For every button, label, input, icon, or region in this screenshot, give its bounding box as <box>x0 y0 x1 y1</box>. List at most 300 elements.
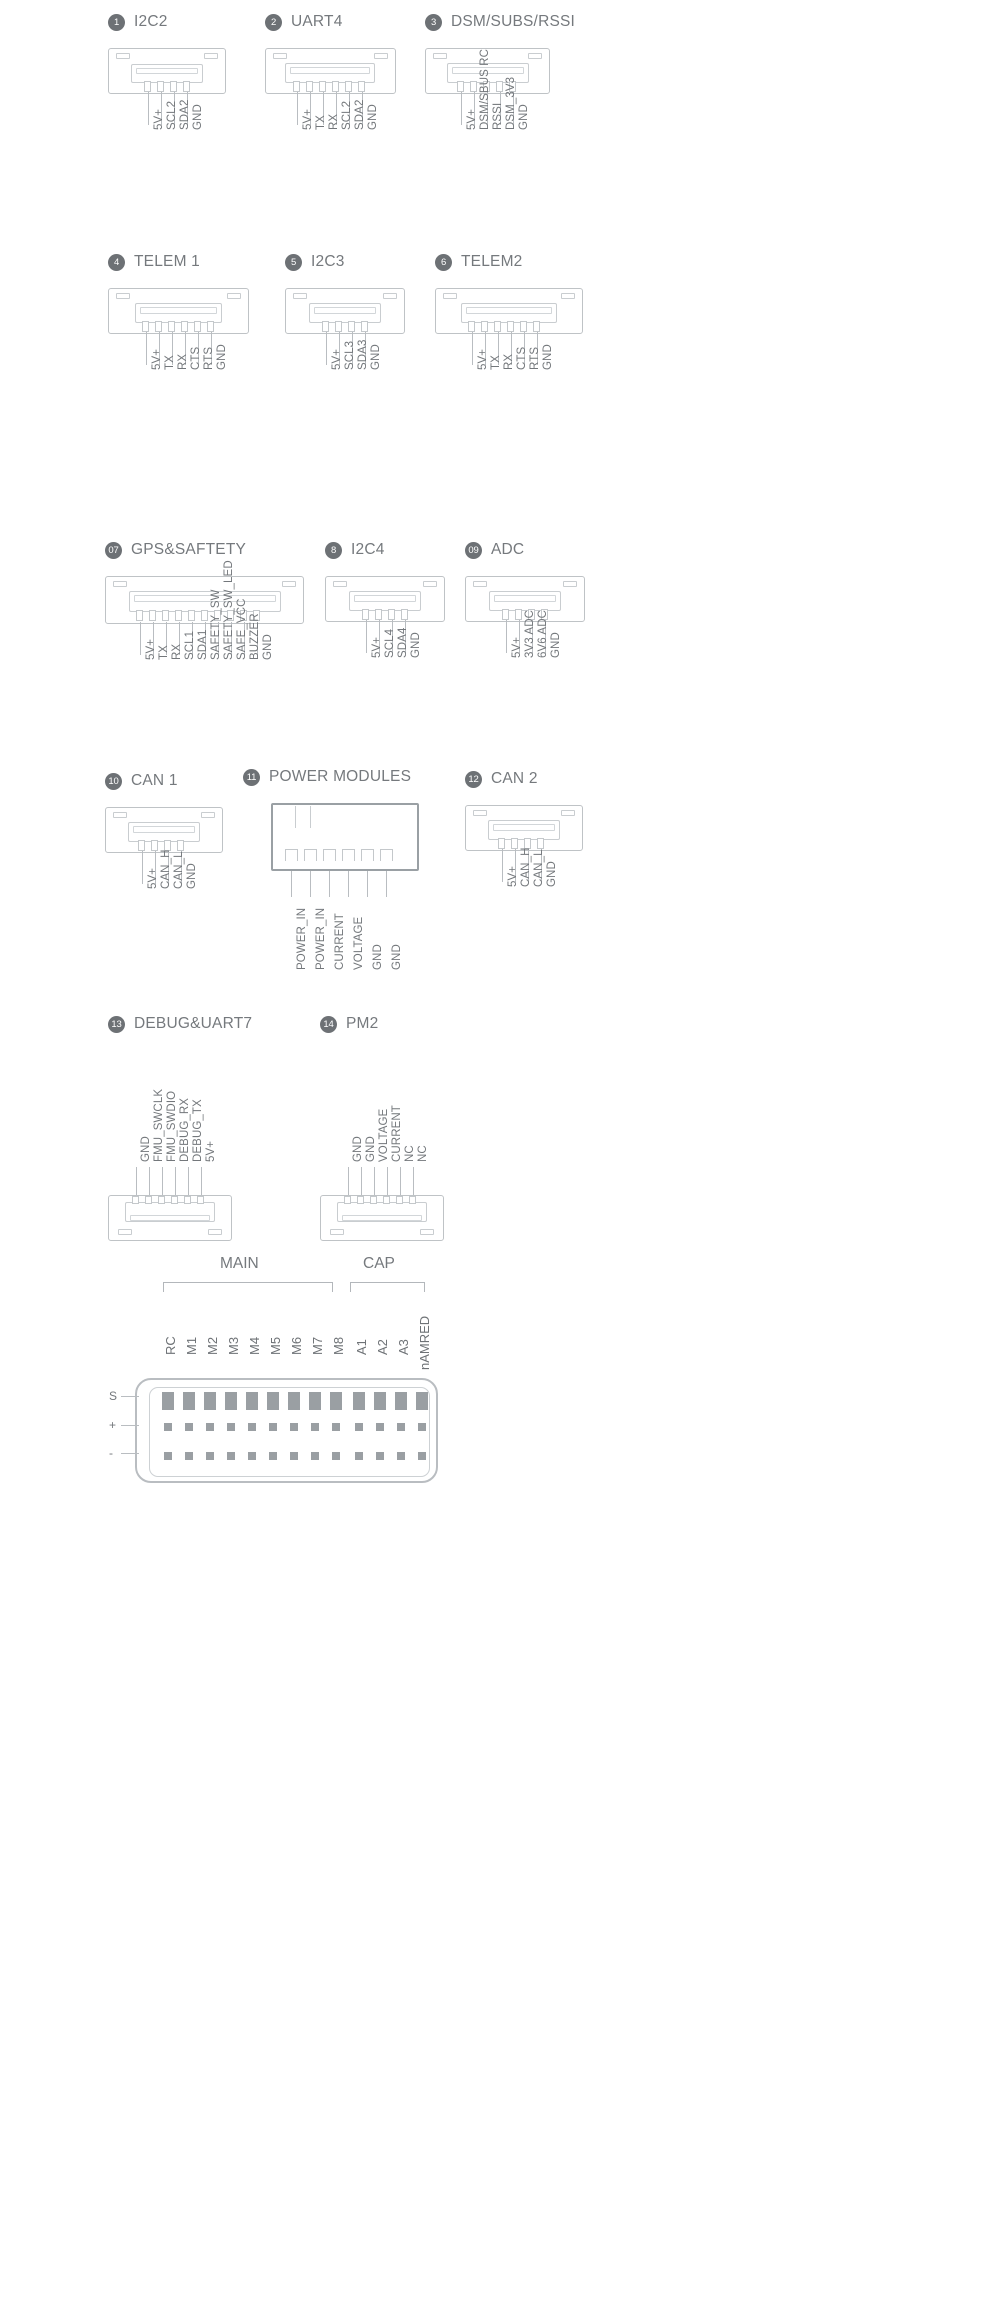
pin-label: GND <box>370 344 382 370</box>
pad-minus <box>418 1452 426 1460</box>
pad-plus <box>418 1423 426 1431</box>
pin-label: GND <box>546 861 558 887</box>
pin-label: 5V+ <box>511 636 523 658</box>
pad-plus <box>311 1423 319 1431</box>
pin-label: FMU_SWDIO <box>166 1090 178 1162</box>
connector-inner-frame-2 <box>314 307 376 314</box>
pin <box>158 1196 165 1204</box>
pad-s <box>288 1392 300 1410</box>
connector-title: CAN 1 <box>131 772 178 789</box>
connector-inner-frame-2 <box>493 824 555 831</box>
cap-bracket <box>350 1282 425 1283</box>
pin-label: DEBUG_RX <box>179 1097 191 1162</box>
connector-i2c4 <box>325 541 450 658</box>
header-pin-label: M4 <box>247 1336 262 1355</box>
pin-label: SAFETY_SW_LED <box>223 560 235 660</box>
pin <box>322 321 329 332</box>
connector-lug-right <box>204 53 218 59</box>
connector-lug-left <box>293 293 307 299</box>
row-label-s: S <box>109 1389 118 1403</box>
pin-label: CAN_H <box>160 849 172 889</box>
pin-label: GND <box>262 634 274 660</box>
pin <box>361 849 374 861</box>
connector-title: I2C4 <box>351 541 385 558</box>
pin <box>157 81 164 92</box>
pin-label: 5V+ <box>477 348 489 370</box>
pin <box>304 849 317 861</box>
pin <box>194 321 201 332</box>
header-pin-label-namred: nAMRED <box>417 1315 432 1370</box>
pin <box>207 321 214 332</box>
connector-pin-row <box>293 81 365 92</box>
pin-label: 5V+ <box>153 108 165 130</box>
pad-minus <box>332 1452 340 1460</box>
connector-inner-frame-2 <box>290 67 370 74</box>
connector-lug-left <box>333 581 347 587</box>
pin-label: GND <box>365 1136 377 1162</box>
pin-label: 5V+ <box>145 638 157 660</box>
connector-number-badge: 11 <box>243 769 260 786</box>
pad-minus <box>355 1452 363 1460</box>
connector-header <box>105 541 310 559</box>
pin <box>481 321 488 332</box>
connector-number-badge: 1 <box>108 14 125 31</box>
main-bracket <box>163 1282 333 1283</box>
header-pin-label: M3 <box>226 1336 241 1355</box>
pin-label: GND <box>216 344 228 370</box>
header-pin-label: M1 <box>184 1336 199 1355</box>
connector-drawing <box>105 560 310 660</box>
connector-dsm-sbus-rssi <box>425 13 576 130</box>
pin-label: SCL3 <box>344 340 356 370</box>
header-pin-label: M6 <box>289 1336 304 1355</box>
pad-minus <box>185 1452 193 1460</box>
pin-label: SDA2 <box>179 99 191 130</box>
pin-label: RX <box>177 353 189 370</box>
connector-drawing <box>325 576 450 658</box>
connector-drawing <box>108 48 228 130</box>
pad-plus <box>376 1423 384 1431</box>
connector-number-badge: 14 <box>320 1016 337 1033</box>
connector-header <box>425 13 575 31</box>
connector-pin-row <box>322 321 368 332</box>
pin <box>177 840 184 851</box>
pin-label: 5V+ <box>151 348 163 370</box>
pin-label: 5V+ <box>371 636 383 658</box>
pin-label: CURRENT <box>391 1105 403 1162</box>
connector-telem2 <box>435 253 587 370</box>
connector-header <box>465 770 587 788</box>
connector-lug-left <box>473 810 487 816</box>
pad-plus <box>164 1423 172 1431</box>
pin <box>380 849 393 861</box>
connector-header <box>285 253 410 271</box>
connector-lug-left <box>273 53 287 59</box>
connector-number-badge: 12 <box>465 771 482 788</box>
pin-label: GND <box>352 1136 364 1162</box>
pin-label: SCL2 <box>166 100 178 130</box>
pin-label: SDA3 <box>357 339 369 370</box>
pin <box>145 1196 152 1204</box>
connector-lug-left <box>118 1229 132 1235</box>
pad-plus <box>206 1423 214 1431</box>
pin-label: DEBUG_TX <box>192 1099 204 1162</box>
connector-title: DEBUG&UART7 <box>134 1015 253 1032</box>
pad-s <box>162 1392 174 1410</box>
connector-inner-frame-2 <box>130 1215 210 1221</box>
header-pin-label: M2 <box>205 1336 220 1355</box>
pin <box>342 849 355 861</box>
connector-pin-row <box>344 1196 416 1204</box>
pad-s <box>330 1392 342 1410</box>
pin-label: RX <box>328 113 340 130</box>
pin <box>401 609 408 620</box>
pin-label: DSM/SBUS RC <box>479 49 491 130</box>
pin <box>201 610 208 621</box>
pin-label: 5V+ <box>147 867 159 889</box>
connector-lug-left <box>116 293 130 299</box>
pin-label: GND <box>391 944 403 970</box>
connector-lug-right <box>420 1229 434 1235</box>
pin-label: RTS <box>529 346 541 370</box>
connector-telem1 <box>108 253 253 370</box>
pin-label: TX <box>490 355 502 370</box>
pin-label: SCL1 <box>184 630 196 660</box>
connector-number-badge: 4 <box>108 254 125 271</box>
pin-label: 6V6 ADC <box>537 609 549 658</box>
connector-lug-left <box>116 53 130 59</box>
pad-plus <box>332 1423 340 1431</box>
pad-plus <box>185 1423 193 1431</box>
pad-s <box>204 1392 216 1410</box>
connector-drawing <box>108 288 253 370</box>
pin <box>502 609 509 620</box>
connector-inner-frame-2 <box>342 1215 422 1221</box>
pad-s <box>246 1392 258 1410</box>
pad-s <box>353 1392 365 1410</box>
pin <box>319 81 326 92</box>
pin-label: RX <box>503 353 515 370</box>
connector-header <box>243 768 423 786</box>
pin-label: FMU_SWCLK <box>153 1088 165 1162</box>
pin-label: CTS <box>516 346 528 370</box>
pin-label: CURRENT <box>334 913 346 970</box>
connector-title: CAN 2 <box>491 770 538 787</box>
connector-lug-right <box>201 812 215 818</box>
connector-lug-right <box>208 1229 222 1235</box>
connector-title: PM2 <box>346 1015 379 1032</box>
connector-pin-row <box>468 321 540 332</box>
pad-s <box>267 1392 279 1410</box>
connector-number-badge: 8 <box>325 542 342 559</box>
pin <box>383 1196 390 1204</box>
connector-can2 <box>465 770 587 887</box>
connector-pin-row <box>142 321 214 332</box>
pin-label: NC <box>404 1145 416 1162</box>
pin-label: SAFE_VCC <box>236 598 248 660</box>
pin <box>470 81 477 92</box>
header-pin-label: M5 <box>268 1336 283 1355</box>
header-pin-label: A3 <box>396 1339 411 1355</box>
pin <box>468 321 475 332</box>
pin-label: GND <box>192 104 204 130</box>
connector-power-modules <box>243 768 423 970</box>
cap-bracket-label: CAP <box>363 1255 395 1272</box>
pin <box>162 610 169 621</box>
pad-plus <box>248 1423 256 1431</box>
pin <box>498 838 505 849</box>
pin-label: VOLTAGE <box>378 1108 390 1162</box>
pin-label: POWER_IN <box>315 907 327 970</box>
pin <box>388 609 395 620</box>
connector-header <box>108 253 253 271</box>
pad-minus <box>206 1452 214 1460</box>
connector-drawing <box>425 48 555 130</box>
connector-inner-frame-2 <box>134 595 276 602</box>
pin-label: 5V+ <box>507 865 519 887</box>
pin <box>175 610 182 621</box>
connector-title: I2C3 <box>311 253 345 270</box>
pin <box>323 849 336 861</box>
pin <box>533 321 540 332</box>
connector-gps-safety <box>105 541 310 660</box>
pad-plus <box>227 1423 235 1431</box>
pin-label: RSSI <box>492 102 504 130</box>
pin <box>188 610 195 621</box>
connector-lug-right <box>227 293 241 299</box>
connector-lug-left <box>330 1229 344 1235</box>
pin <box>494 321 501 332</box>
pin-label: NC <box>417 1145 429 1162</box>
connector-header <box>265 13 401 31</box>
pin <box>285 849 298 861</box>
pin-label: 5V+ <box>466 108 478 130</box>
pad-plus <box>290 1423 298 1431</box>
pad-plus <box>397 1423 405 1431</box>
connector-lug-right <box>561 810 575 816</box>
connector-lug-right <box>423 581 437 587</box>
connector-drawing <box>320 1047 450 1247</box>
connector-lug-right <box>563 581 577 587</box>
pin-label: GND <box>550 632 562 658</box>
pin-label: GND <box>367 104 379 130</box>
pin <box>361 321 368 332</box>
pin-label: 5V+ <box>205 1140 217 1162</box>
connector-can1 <box>105 772 227 889</box>
pin-label: POWER_IN <box>296 907 308 970</box>
connector-number-badge: 07 <box>105 542 122 559</box>
pad-s <box>183 1392 195 1410</box>
connector-lug-left <box>443 293 457 299</box>
leader-line-plus <box>121 1425 139 1426</box>
pin-label: GND <box>140 1136 152 1162</box>
connector-pin-row <box>132 1196 204 1204</box>
pin-label: 5V+ <box>331 348 343 370</box>
connector-title: POWER MODULES <box>269 768 412 785</box>
connector-number-badge: 13 <box>108 1016 125 1033</box>
connector-header <box>435 253 587 271</box>
pad-s <box>395 1392 407 1410</box>
main-bracket-label: MAIN <box>220 1255 259 1272</box>
connector-number-badge: 09 <box>465 542 482 559</box>
pin-label: RX <box>171 643 183 660</box>
pin-label: SAFETY_SW <box>210 589 222 660</box>
pin <box>132 1196 139 1204</box>
pad-minus <box>227 1452 235 1460</box>
pin <box>332 81 339 92</box>
power-module-keyway <box>295 806 311 828</box>
connector-lug-right <box>383 293 397 299</box>
pin <box>149 610 156 621</box>
pin <box>151 840 158 851</box>
pin <box>507 321 514 332</box>
header-connector-body <box>135 1378 438 1483</box>
connector-inner-frame-2 <box>354 595 416 602</box>
pin-label: 5V+ <box>302 108 314 130</box>
connector-header <box>325 541 450 559</box>
connector-lug-left <box>113 581 127 587</box>
pin <box>357 1196 364 1204</box>
connector-drawing <box>435 288 587 370</box>
pin-label: BUZZER <box>249 613 261 660</box>
pad-plus <box>355 1423 363 1431</box>
power-module-pin-row <box>285 849 393 861</box>
pin <box>306 81 313 92</box>
connector-drawing <box>465 805 587 887</box>
pin <box>293 81 300 92</box>
row-label-minus: - <box>109 1446 113 1460</box>
connector-header <box>465 541 590 559</box>
connector-drawing <box>108 1047 238 1247</box>
header-pin-label: A1 <box>354 1339 369 1355</box>
pin-label: GND <box>372 944 384 970</box>
pin <box>171 1196 178 1204</box>
pad-minus <box>290 1452 298 1460</box>
pin <box>457 81 464 92</box>
connector-title: I2C2 <box>134 13 168 30</box>
leader-line-minus <box>121 1453 139 1454</box>
connector-number-badge: 3 <box>425 14 442 31</box>
pin-label: DSM_3V3 <box>505 76 517 130</box>
pin-label: CTS <box>190 346 202 370</box>
pin <box>183 81 190 92</box>
connector-pin-row <box>144 81 190 92</box>
connector-i2c2 <box>108 13 228 130</box>
pin <box>396 1196 403 1204</box>
pin <box>344 1196 351 1204</box>
pin <box>520 321 527 332</box>
connector-title: DSM/SUBS/RSSI <box>451 13 576 30</box>
pin-label: GND <box>542 344 554 370</box>
connector-inner-frame-2 <box>466 307 552 314</box>
pin <box>348 321 355 332</box>
pad-s <box>309 1392 321 1410</box>
pin-label: GND <box>410 632 422 658</box>
header-pin-label: M7 <box>310 1336 325 1355</box>
connector-number-badge: 5 <box>285 254 302 271</box>
pin-label: TX <box>158 645 170 660</box>
connector-lug-left <box>473 581 487 587</box>
connector-debug-uart7 <box>108 1015 252 1247</box>
connector-drawing <box>465 576 590 658</box>
pad-minus <box>164 1452 172 1460</box>
pin <box>181 321 188 332</box>
connector-drawing <box>105 807 227 889</box>
connector-title: UART4 <box>291 13 343 30</box>
pin-label: CAN_L <box>533 849 545 887</box>
pin-label: SCL4 <box>384 628 396 658</box>
connector-adc <box>465 541 590 658</box>
pin-label: CAN_H <box>520 847 532 887</box>
pin <box>511 838 518 849</box>
pad-plus <box>269 1423 277 1431</box>
pad-s <box>225 1392 237 1410</box>
pin <box>168 321 175 332</box>
pin <box>358 81 365 92</box>
pin <box>496 81 503 92</box>
connector-title: ADC <box>491 541 525 558</box>
pin <box>170 81 177 92</box>
pin-label: SDA1 <box>197 629 209 660</box>
header-pin-label: A2 <box>375 1339 390 1355</box>
connector-lug-left <box>113 812 127 818</box>
pad-minus <box>311 1452 319 1460</box>
header-pin-label: M8 <box>331 1336 346 1355</box>
connector-lug-right <box>374 53 388 59</box>
pin-label: TX <box>164 355 176 370</box>
connector-header <box>108 13 228 31</box>
connector-number-badge: 6 <box>435 254 452 271</box>
connector-inner-frame-2 <box>133 826 195 833</box>
pin <box>375 609 382 620</box>
connector-pm2 <box>320 1015 450 1247</box>
pin <box>345 81 352 92</box>
pin <box>335 321 342 332</box>
pin-label: VOLTAGE <box>353 916 365 970</box>
connector-drawing <box>285 288 410 370</box>
pin-label: GND <box>186 863 198 889</box>
connector-lug-right <box>528 53 542 59</box>
pin <box>184 1196 191 1204</box>
connector-drawing <box>243 803 423 970</box>
pad-s <box>416 1392 428 1410</box>
connector-title: TELEM2 <box>461 253 523 270</box>
pad-minus <box>248 1452 256 1460</box>
connector-header <box>105 772 227 790</box>
pin <box>138 840 145 851</box>
connector-inner-frame-2 <box>494 595 556 602</box>
pin <box>409 1196 416 1204</box>
connector-number-badge: 2 <box>265 14 282 31</box>
connector-title: GPS&SAFTETY <box>131 541 247 558</box>
connector-lug-left <box>433 53 447 59</box>
connector-i2c3 <box>285 253 410 370</box>
connector-pin-row <box>362 609 408 620</box>
pin <box>197 1196 204 1204</box>
pad-minus <box>376 1452 384 1460</box>
connector-header <box>320 1015 450 1033</box>
header-pin-label: RC <box>163 1336 178 1355</box>
pin <box>370 1196 377 1204</box>
pin-label: SCL2 <box>341 100 353 130</box>
pin-label: GND <box>518 104 530 130</box>
pin <box>537 838 544 849</box>
row-label-plus: + <box>109 1418 117 1432</box>
pin <box>136 610 143 621</box>
pin-label: CAN_L <box>173 851 185 889</box>
pin-label: RTS <box>203 346 215 370</box>
pad-s <box>374 1392 386 1410</box>
